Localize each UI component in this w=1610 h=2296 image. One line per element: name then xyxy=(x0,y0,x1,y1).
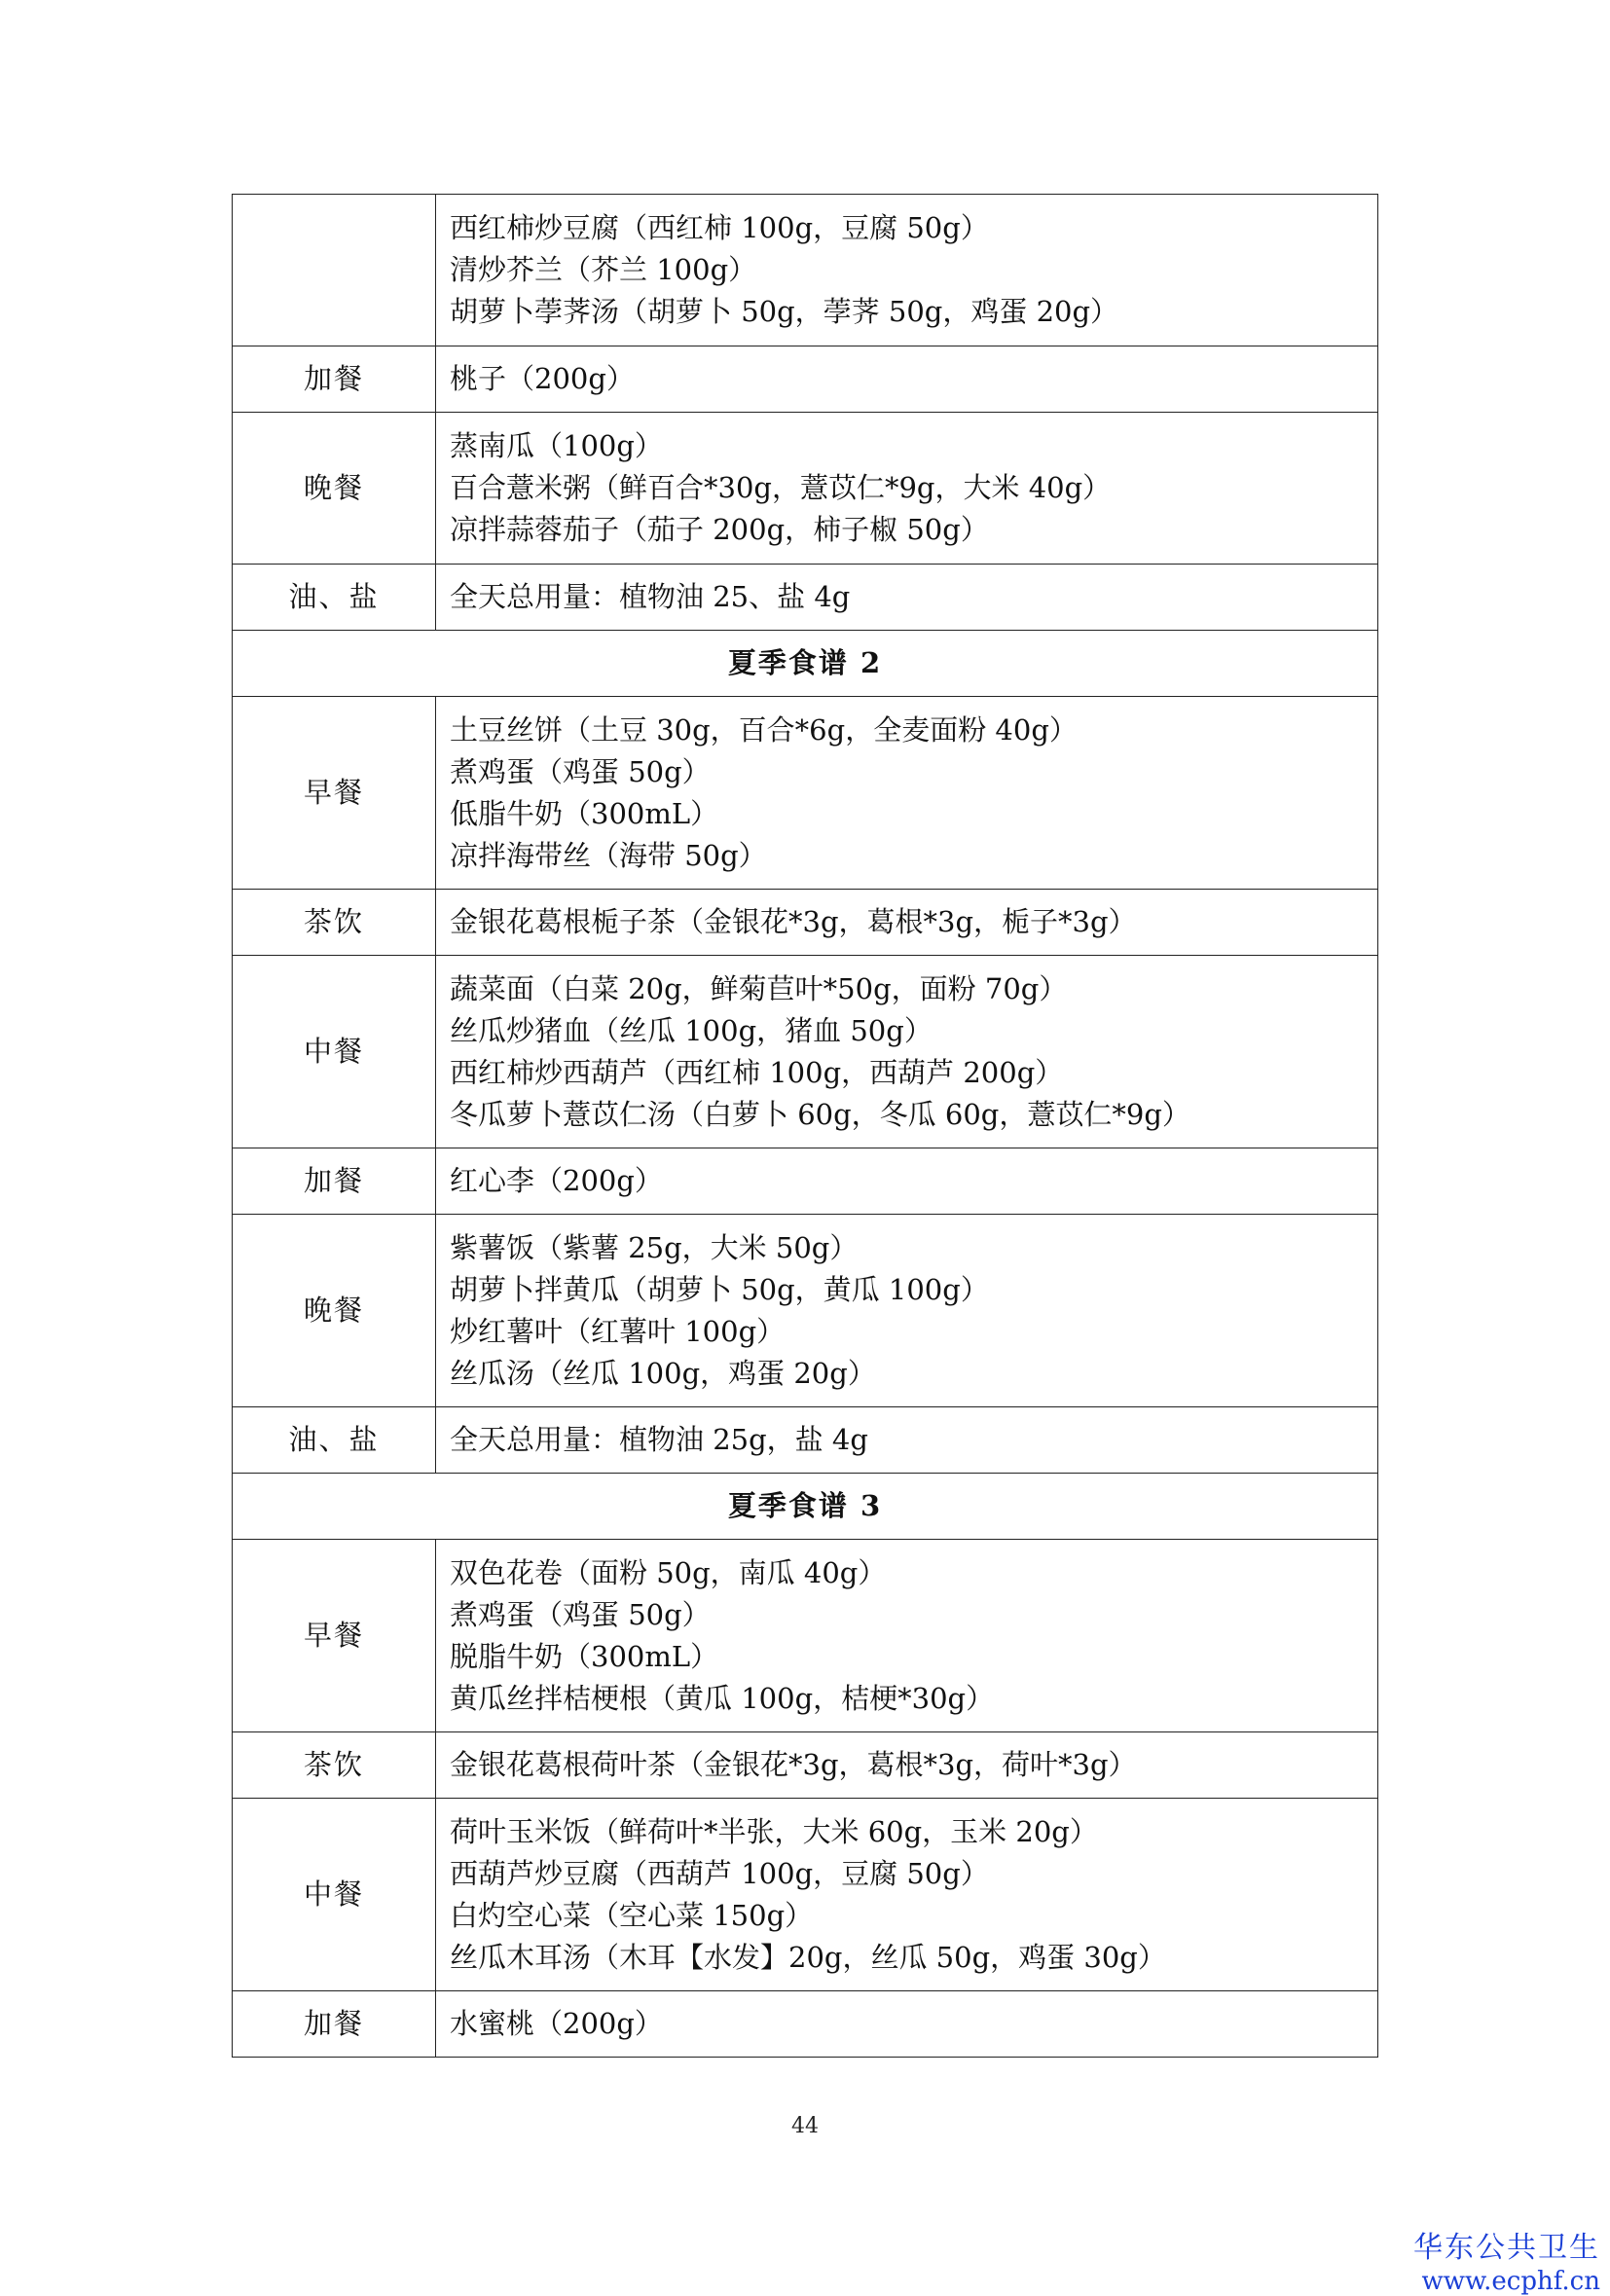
meal-label xyxy=(233,195,436,346)
meal-item: 西红柿炒西葫芦（西红柿 100g，西葫芦 200g） xyxy=(450,1055,1064,1089)
meal-row xyxy=(233,1991,1378,2058)
meal-item: 凉拌蒜蓉茄子（茄子 200g，柿子椒 50g） xyxy=(450,513,989,546)
meal-item: 土豆丝饼（土豆 30g，百合*6g，全麦面粉 40g） xyxy=(450,712,1078,747)
meal-items xyxy=(436,890,1378,956)
meal-label: 油、盐 xyxy=(233,1407,436,1474)
meal-item: 冬瓜萝卜薏苡仁汤（白萝卜 60g，冬瓜 60g，薏苡仁*9g） xyxy=(450,1097,1190,1131)
meal-item: 红心李（200g） xyxy=(450,1164,663,1197)
meal-row xyxy=(233,1540,1378,1732)
section-title: 夏季食谱 2 xyxy=(233,631,1378,697)
meal-items xyxy=(436,1540,1378,1732)
meal-label: 晚餐 xyxy=(233,413,436,565)
meal-item: 炒红薯叶（红薯叶 100g） xyxy=(450,1314,786,1348)
meal-row xyxy=(233,565,1378,631)
meal-row xyxy=(233,890,1378,956)
meal-item: 清炒芥兰（芥兰 100g） xyxy=(450,253,757,286)
meal-item: 荷叶玉米饭（鲜荷叶*半张，大米 60g，玉米 20g） xyxy=(450,1814,1098,1848)
meal-row xyxy=(233,1148,1378,1215)
meal-label: 茶饮 xyxy=(233,890,436,956)
meal-row xyxy=(233,1407,1378,1474)
recipe-table xyxy=(232,194,1378,2058)
meal-items xyxy=(436,565,1378,631)
meal-items xyxy=(436,1148,1378,1215)
page-number: 44 xyxy=(791,2114,819,2138)
meal-label: 加餐 xyxy=(233,1991,436,2058)
meal-row xyxy=(233,195,1378,346)
meal-row xyxy=(233,1799,1378,1991)
meal-items xyxy=(436,1732,1378,1799)
meal-item: 丝瓜炒猪血（丝瓜 100g，猪血 50g） xyxy=(450,1013,933,1047)
section-title: 夏季食谱 3 xyxy=(233,1474,1378,1540)
meal-items xyxy=(436,195,1378,346)
meal-row xyxy=(233,1732,1378,1799)
meal-items xyxy=(436,346,1378,413)
meal-item: 西红柿炒豆腐（西红柿 100g，豆腐 50g） xyxy=(450,211,989,244)
meal-item: 白灼空心菜（空心菜 150g） xyxy=(450,1898,814,1932)
watermark xyxy=(1413,2230,1600,2296)
meal-item: 脱脂牛奶（300mL） xyxy=(450,1639,719,1673)
recipe-table-body xyxy=(233,195,1378,2058)
meal-label: 茶饮 xyxy=(233,1732,436,1799)
meal-items xyxy=(436,1407,1378,1474)
meal-label: 加餐 xyxy=(233,1148,436,1215)
watermark-url: www.ecphf.cn xyxy=(1421,2267,1600,2296)
meal-row xyxy=(233,1215,1378,1407)
meal-label: 晚餐 xyxy=(233,1215,436,1407)
meal-row xyxy=(233,413,1378,565)
meal-label: 中餐 xyxy=(233,1799,436,1991)
meal-item: 全天总用量：植物油 25g，盐 4g xyxy=(450,1423,868,1456)
meal-item: 丝瓜汤（丝瓜 100g，鸡蛋 20g） xyxy=(450,1356,876,1390)
meal-row xyxy=(233,956,1378,1148)
meal-items xyxy=(436,1215,1378,1407)
meal-row xyxy=(233,697,1378,890)
meal-item: 紫薯饭（紫薯 25g，大米 50g） xyxy=(450,1230,859,1264)
meal-label: 加餐 xyxy=(233,346,436,413)
meal-item: 全天总用量：植物油 25、盐 4g xyxy=(450,580,851,613)
meal-item: 煮鸡蛋（鸡蛋 50g） xyxy=(450,1597,711,1631)
meal-items xyxy=(436,1799,1378,1991)
meal-item: 双色花卷（面粉 50g，南瓜 40g） xyxy=(450,1555,887,1589)
meal-label: 中餐 xyxy=(233,956,436,1148)
meal-item: 胡萝卜拌黄瓜（胡萝卜 50g，黄瓜 100g） xyxy=(450,1272,989,1306)
meal-item: 蔬菜面（白菜 20g，鲜菊苣叶*50g，面粉 70g） xyxy=(450,971,1068,1005)
meal-item: 丝瓜木耳汤（木耳【水发】20g，丝瓜 50g，鸡蛋 30g） xyxy=(450,1940,1166,1974)
meal-item: 西葫芦炒豆腐（西葫芦 100g，豆腐 50g） xyxy=(450,1856,989,1890)
meal-row xyxy=(233,346,1378,413)
meal-label: 早餐 xyxy=(233,697,436,890)
meal-item: 百合薏米粥（鲜百合*30g，薏苡仁*9g，大米 40g） xyxy=(450,471,1112,504)
section-header-row xyxy=(233,631,1378,697)
meal-items xyxy=(436,1991,1378,2058)
meal-label: 油、盐 xyxy=(233,565,436,631)
meal-item: 胡萝卜荸荠汤（胡萝卜 50g，荸荠 50g，鸡蛋 20g） xyxy=(450,295,1119,328)
section-header-row xyxy=(233,1474,1378,1540)
meal-item: 凉拌海带丝（海带 50g） xyxy=(450,838,767,872)
meal-item: 黄瓜丝拌桔梗根（黄瓜 100g，桔梗*30g） xyxy=(450,1681,995,1715)
meal-item: 水蜜桃（200g） xyxy=(450,2007,663,2040)
meal-item: 煮鸡蛋（鸡蛋 50g） xyxy=(450,754,711,788)
meal-item: 桃子（200g） xyxy=(450,362,635,395)
meal-item: 蒸南瓜（100g） xyxy=(450,429,663,462)
meal-label: 早餐 xyxy=(233,1540,436,1732)
meal-items xyxy=(436,413,1378,565)
meal-item: 金银花葛根栀子茶（金银花*3g，葛根*3g，栀子*3g） xyxy=(450,905,1137,938)
meal-items xyxy=(436,956,1378,1148)
meal-items xyxy=(436,697,1378,890)
meal-item: 低脂牛奶（300mL） xyxy=(450,796,719,830)
watermark-name: 华东公共卫生 xyxy=(1413,2231,1600,2265)
meal-item: 金银花葛根荷叶茶（金银花*3g，葛根*3g，荷叶*3g） xyxy=(450,1748,1137,1781)
